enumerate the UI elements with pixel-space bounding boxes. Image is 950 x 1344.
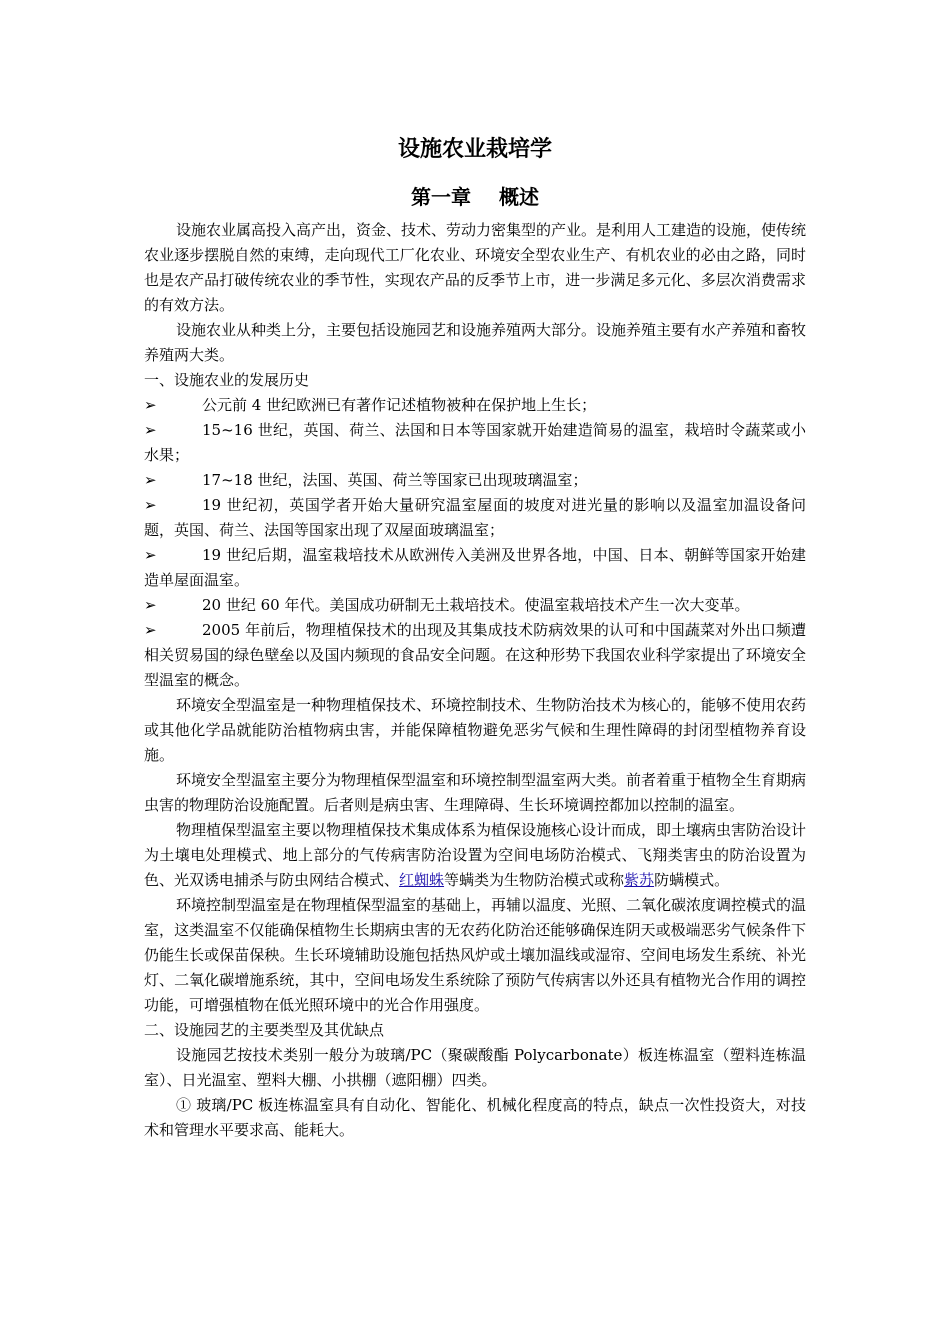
- glass-greenhouse-paragraph: ① 玻璃/PC 板连栋温室具有自动化、智能化、机械化程度高的特点，缺点一次性投资大，对技术和管理水平要求高、能耗大。: [144, 1096, 806, 1139]
- history-item-text: 公元前 4 世纪欧洲已有著作记述植物被种在保护地上生长；: [202, 396, 597, 414]
- history-item: [144, 618, 806, 693]
- env-control-paragraph: 环境控制型温室是在物理植保型温室的基础上，再辅以温度、光照、二氧化碳浓度调控模式的温室，这类温室不仅能确保植物生长期病虫害的无农药化防治还能够确保连阴天或极端恶劣气候条件下仍能生长或保苗保秧。生长环境辅助设施包括热风炉或土壤加温线或湿帘、空间电场发生系统、补光灯、二氧化碳增施系统，其中，空间电场发生系统除了预防气传病害以外还具有植物光合作用的调控功能，可增强植物在低光照环境中的光合作用强度。: [144, 896, 807, 1014]
- history-item: [144, 543, 806, 593]
- history-item: [144, 468, 806, 493]
- history-item: [144, 418, 806, 468]
- history-item: [144, 593, 806, 618]
- document-title: 设施农业栽培学: [397, 137, 552, 162]
- history-item: [144, 493, 806, 543]
- document-page: [144, 132, 806, 1143]
- chapter-number: 第一章: [411, 185, 471, 209]
- intro-paragraph-2: 设施农业从种类上分，主要包括设施园艺和设施养殖两大部分。设施养殖主要有水产养殖和畜牧养殖两大类。: [144, 321, 807, 364]
- history-item-text: 19 世纪初，英国学者开始大量研究温室屋面的坡度对进光量的影响以及温室加温设备问题，英国、荷兰、法国等国家出现了双屋面玻璃温室；: [144, 496, 806, 539]
- physical-protection-paragraph: [144, 818, 806, 893]
- arrow-bullet-icon: ➢: [144, 546, 157, 564]
- chapter-name: 概述: [499, 185, 539, 209]
- arrow-bullet-icon: ➢: [144, 621, 157, 639]
- env-safe-types: 环境安全型温室主要分为物理植保型温室和环境控制型温室两大类。前者着重于植物全生育期病虫害的物理防治设施配置。后者则是病虫害、生理障碍、生长环境调控都加以控制的温室。: [144, 771, 807, 814]
- arrow-bullet-icon: ➢: [144, 421, 157, 439]
- chapter-heading: [144, 182, 806, 212]
- history-item-text: 2005 年前后，物理植保技术的出现及其集成技术防病效果的认可和中国蔬菜对外出口频遭相关贸易国的绿色壁垒以及国内频现的食品安全问题。在这种形势下我国农业科学家提出了环境安全型温室的概念。: [144, 621, 806, 689]
- physical-text-3: 防螨模式。: [654, 871, 730, 889]
- env-safe-definition: 环境安全型温室是一种物理植保技术、环境控制技术、生物防治技术为核心的，能够不使用农药或其他化学品就能防治植物病虫害，并能保障植物避免恶劣气候和生理性障碍的封闭型植物养育设施。: [144, 696, 807, 764]
- history-item-text: 19 世纪后期，温室栽培技术从欧洲传入美洲及世界各地，中国、日本、朝鲜等国家开始建造单屋面温室。: [144, 546, 806, 589]
- history-item: [144, 393, 806, 418]
- physical-text-1: 物理植保型温室主要以物理植保技术集成体系为植保设施核心设计而成，即土壤病虫害防治设计为土壤电处理模式、地上部分的气传病害防治设置为空间电场防治模式、飞翔类害虫的防治设置为色、光双诱电捕杀与防虫网结合模式、: [144, 821, 807, 889]
- physical-text-2: 等螨类为生物防治模式或称: [444, 871, 625, 889]
- intro-paragraph-1: 设施农业属高投入高产出，资金、技术、劳动力密集型的产业。是利用人工建造的设施，使传统农业逐步摆脱自然的束缚，走向现代工厂化农业、环境安全型农业生产、有机农业的必由之路，同时也是农产品打破传统农业的季节性，实现农产品的反季节上市，进一步满足多元化、多层次消费需求的有效方法。: [144, 221, 807, 314]
- history-item-text: 17~18 世纪，法国、英国、荷兰等国家已出现玻璃温室；: [202, 471, 588, 489]
- link-red-spider[interactable]: 红蜘蛛: [399, 871, 445, 889]
- arrow-bullet-icon: ➢: [144, 396, 157, 414]
- section-heading-history: 一、设施农业的发展历史: [144, 371, 310, 389]
- section-heading-types: 二、设施园艺的主要类型及其优缺点: [144, 1021, 385, 1039]
- history-item-text: 20 世纪 60 年代。美国成功研制无土栽培技术。使温室栽培技术产生一次大变革。: [202, 596, 750, 614]
- arrow-bullet-icon: ➢: [144, 596, 157, 614]
- history-item-text: 15~16 世纪，英国、荷兰、法国和日本等国家就开始建造简易的温室，栽培时令蔬菜或小水果；: [144, 421, 806, 464]
- horticulture-types-paragraph: 设施园艺按技术类别一般分为玻璃/PC（聚碳酸酯 Polycarbonate）板连栋温室（塑料连栋温室）、日光温室、塑料大棚、小拱棚（遮阳棚）四类。: [144, 1046, 806, 1089]
- link-perilla[interactable]: 紫苏: [624, 871, 655, 889]
- arrow-bullet-icon: ➢: [144, 496, 157, 514]
- arrow-bullet-icon: ➢: [144, 471, 157, 489]
